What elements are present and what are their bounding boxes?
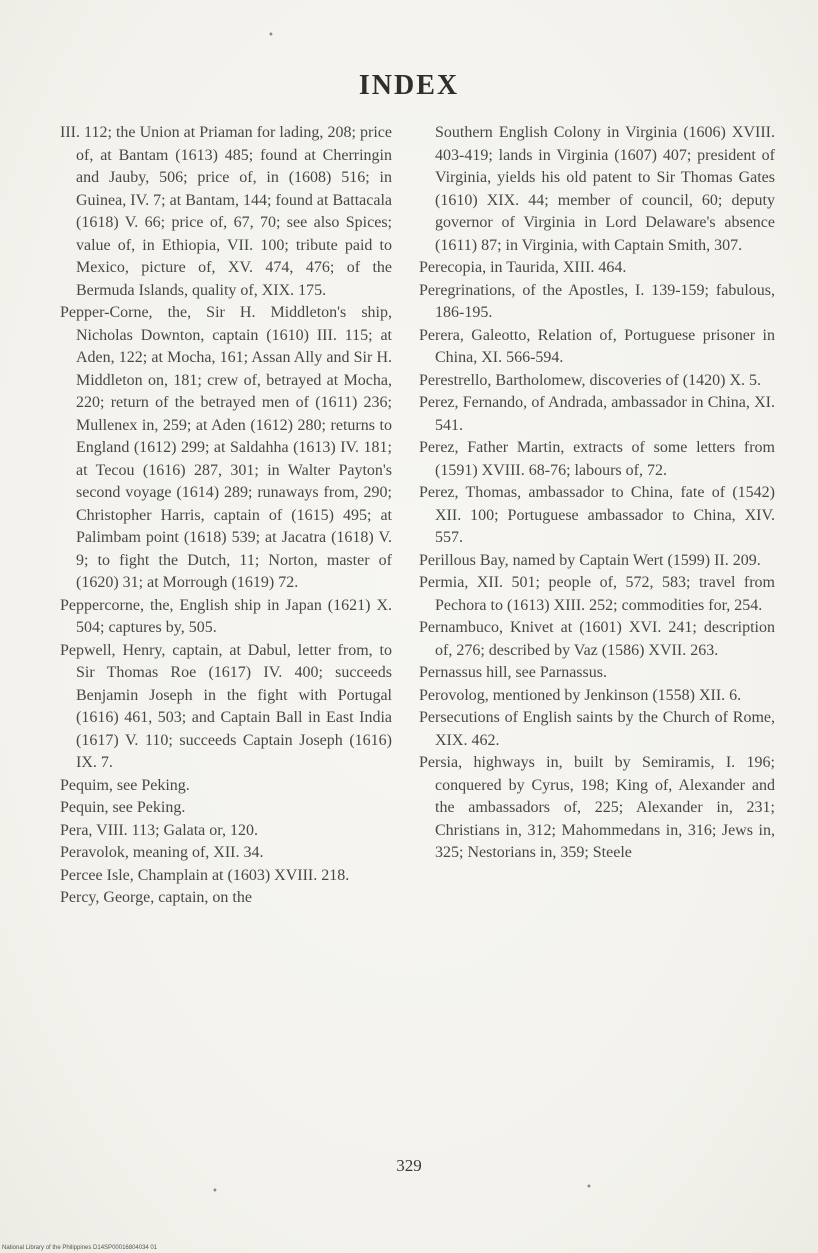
index-entry-continued: Southern English Colony in Virginia (1606) XVIII. 403-419; lands in Virginia (1607) 407; president of Virginia, yields his old patent to Sir Thomas Gates (1610) XIX. 44; member of council, 60; deputy governor of Virginia in Lord Delaware's absence (1611) 87; in Virginia, with Captain Smith, 307.: [435, 124, 775, 254]
left-column: [60, 122, 392, 910]
index-entry: Perera, Galeotto, Relation of, Portuguese prisoner in China, XI. 566-594.: [419, 326, 775, 366]
index-entry: Pequin, see Peking.: [60, 799, 186, 816]
index-entry: Pepwell, Henry, captain, at Dabul, letter from, to Sir Thomas Roe (1617) IV. 400; succeeds Benjamin Joseph in the fight with Portugal (1616) 461, 503; and Captain Ball in East India (1617) V. 110; succeeds Captain Joseph (1616) IX. 7.: [60, 641, 392, 771]
index-entry: Perez, Fernando, of Andrada, ambassador in China, XI. 541.: [419, 394, 775, 434]
index-entry: Percee Isle, Champlain at (1603) XVIII. 218.: [60, 866, 350, 884]
page-number: 329: [396, 1156, 422, 1175]
index-entry: III. 112; the Union at Priaman for lading, 208; price of, at Bantam (1613) 485; found at Cherringin and Jauby, 506; price of, in (1608) 516; in Guinea, IV. 7; at Bantam, 144; found at Battacala (1618) V. 66; price of, 67, 70; see also Spices; value of, in Ethiopia, VII. 100; tribute paid to Mexico, picture of, XV. 474, 476; of the Bermuda Islands, quality of, XIX. 175.: [60, 124, 392, 299]
index-entry: Peravolok, meaning of, XII. 34.: [60, 844, 264, 861]
index-entry: Peppercorne, the, English ship in Japan (1621) X. 504; captures by, 505.: [60, 596, 392, 636]
index-entry: Persecutions of English saints by the Church of Rome, XIX. 462.: [419, 709, 775, 749]
index-entry: Perovolog, mentioned by Jenkinson (1558) XII. 6.: [419, 686, 742, 704]
index-entry: Perillous Bay, named by Captain Wert (1599) II. 209.: [419, 551, 761, 569]
library-stamp: National Library of the Philippines D14SP00016804034 01: [2, 1245, 158, 1251]
index-entry: Permia, XII. 501; people of, 572, 583; travel from Pechora to (1613) XIII. 252; commodities for, 254.: [419, 574, 775, 614]
index-entry: Perestrello, Bartholomew, discoveries of (1420) X. 5.: [419, 371, 761, 389]
print-speck: •: [586, 1182, 592, 1193]
print-speck: •: [268, 30, 274, 41]
print-speck: •: [212, 1186, 218, 1197]
index-entry: Pera, VIII. 113; Galata or, 120.: [60, 821, 258, 839]
index-entry: Pequim, see Peking.: [60, 776, 190, 794]
index-entry: Perez, Thomas, ambassador to China, fate of (1542) XII. 100; Portuguese ambassador to China, XIV. 557.: [419, 484, 775, 546]
index-entry: Pernambuco, Knivet at (1601) XVI. 241; description of, 276; described by Vaz (1586) XVII. 263.: [419, 619, 775, 659]
index-entry: Peregrinations, of the Apostles, I. 139-159; fabulous, 186-195.: [419, 281, 775, 321]
right-column: [419, 122, 775, 865]
index-entry: Persia, highways in, built by Semiramis, I. 196; conquered by Cyrus, 198; King of, Alexander and the ambassadors of, 225; Alexander in, 231; Christians in, 312; Mahommedans in, 316; Jews in, 325; Nestorians in, 359; Steele: [419, 754, 775, 861]
index-entry: Perecopia, in Taurida, XIII. 464.: [419, 259, 627, 276]
index-entry: Percy, George, captain, on the: [60, 889, 252, 906]
index-entry: Pernassus hill, see Parnassus.: [419, 664, 607, 681]
page-title: INDEX: [358, 70, 460, 101]
index-entry: Pepper-Corne, the, Sir H. Middleton's ship, Nicholas Downton, captain (1610) III. 115; at Aden, 122; at Mocha, 161; Assan Ally and Sir H. Middleton on, 181; crew of, betrayed at Mocha, 220; return of the betrayed men of (1611) 236; Mullenex in, 259; at Aden (1612) 280; returns to England (1612) 299; at Saldahha (1613) IV. 181; at Tecou (1616) 287, 301; in Walter Payton's second voyage (1614) 289; runaways from, 290; Christopher Harris, captain of (1615) 495; at Palimbam point (1618) 539; at Jacatra (1618) V. 9; to fight the Dutch, 11; Norton, master of (1620) 31; at Morrough (1619) 72.: [60, 304, 392, 591]
index-entry: Perez, Father Martin, extracts of some letters from (1591) XVIII. 68-76; labours of, 72.: [419, 439, 775, 479]
